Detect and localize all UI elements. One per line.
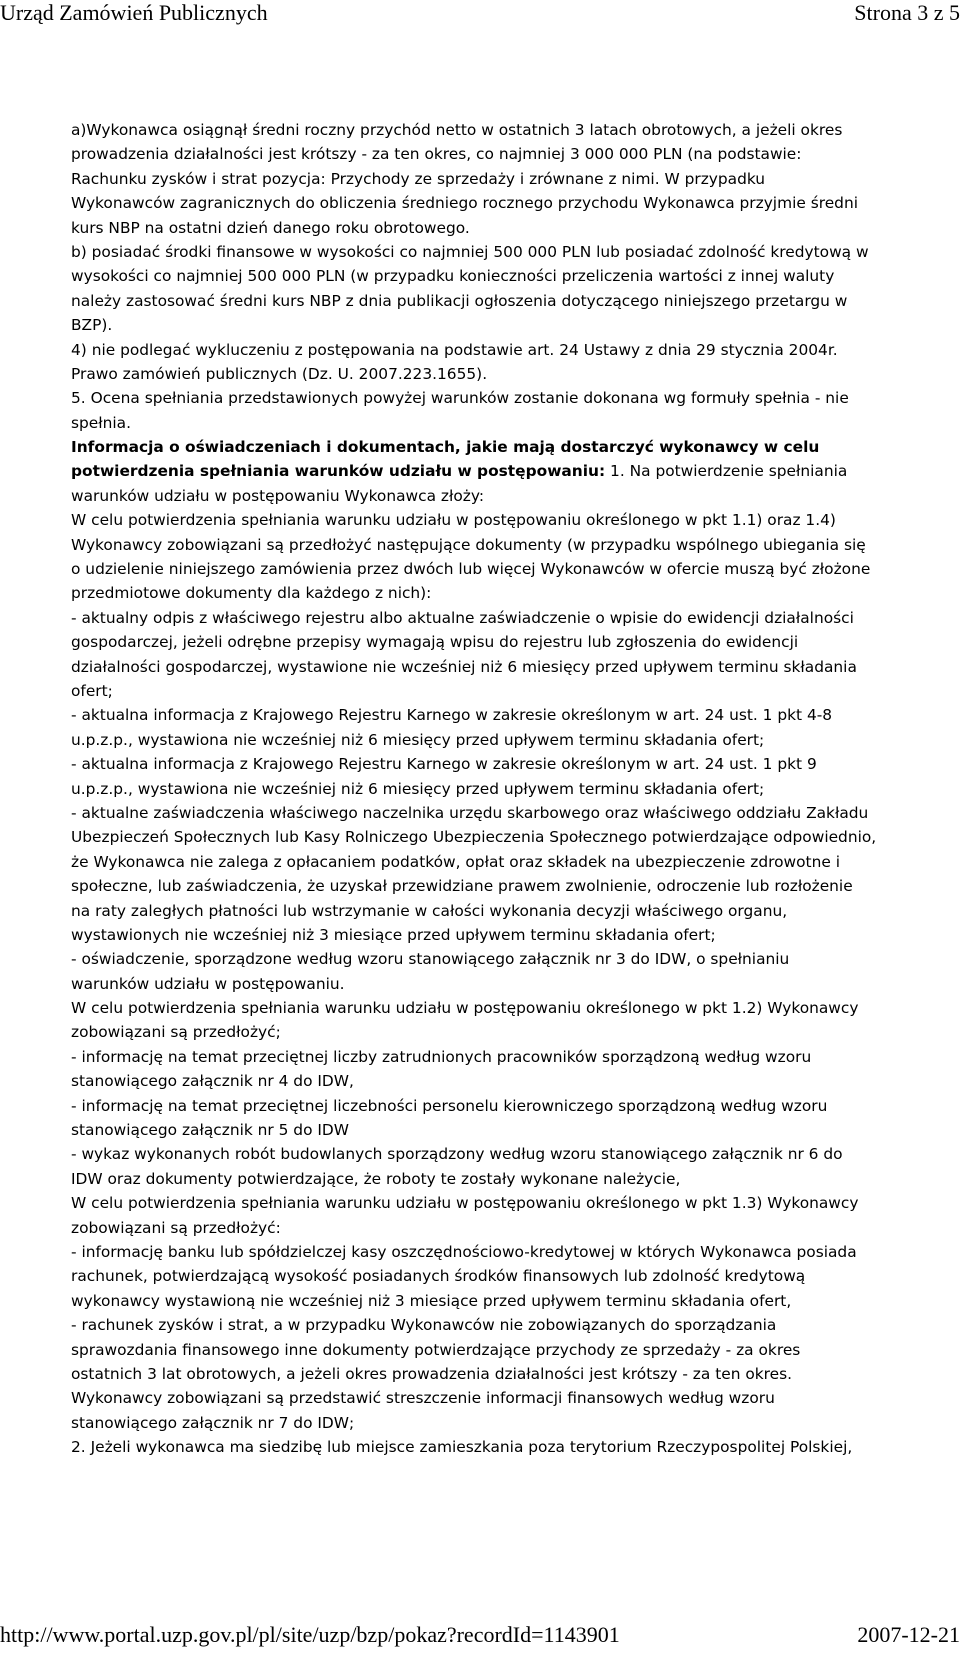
text-line: IDW oraz dokumenty potwierdzające, że roboty te zostały wykonane należycie, xyxy=(71,1169,681,1188)
text-line: Wykonawcy zobowiązani są przedstawić streszczenie informacji finansowych według wzoru xyxy=(71,1389,775,1408)
text-line: Ubezpieczeń Społecznych lub Kasy Rolniczego Ubezpieczenia Społecznego potwierdzające odpowiednio, xyxy=(71,828,877,847)
text-line: - informację na temat przeciętnej liczby zatrudnionych pracowników sporządzoną według wzoru xyxy=(71,1047,812,1066)
info-heading-line-1: Informacja o oświadczeniach i dokumentach, jakie mają dostarczyć wykonawcy w celu xyxy=(71,438,820,457)
header-site-title: Urząd Zamówień Publicznych xyxy=(0,0,268,25)
document-body xyxy=(71,118,923,1459)
text-line: ostatnich 3 lat obrotowych, a jeżeli okres prowadzenia działalności jest krótszy - za ten okres. xyxy=(71,1364,793,1383)
text-line: sprawozdania finansowego inne dokumenty potwierdzające przychody ze sprzedaży - za okres xyxy=(71,1340,801,1359)
text-line: warunków udziału w postępowaniu Wykonawca złoży: xyxy=(71,486,485,505)
text-line: wystawionych nie wcześniej niż 3 miesiące przed upływem terminu składania ofert; xyxy=(71,925,716,944)
text-line: u.p.z.p., wystawiona nie wcześniej niż 6 miesięcy przed upływem terminu składania ofert; xyxy=(71,779,765,798)
text-line: działalności gospodarczej, wystawione nie wcześniej niż 6 miesięcy przed upływem terminu składania xyxy=(71,657,857,676)
text-line: - aktualna informacja z Krajowego Rejestru Karnego w zakresie określonym w art. 24 ust. 1 pkt 9 xyxy=(71,755,817,774)
text-line: - informację banku lub spółdzielczej kasy oszczędnościowo-kredytowej w których Wykonawca posiada xyxy=(71,1242,857,1261)
text-line: 5. Ocena spełniania przedstawionych powyżej warunków zostanie dokonana wg formuły spełnia - nie xyxy=(71,389,849,408)
text-line: Prawo zamówień publicznych (Dz. U. 2007.223.1655). xyxy=(71,364,488,383)
text-line: W celu potwierdzenia spełniania warunku udziału w postępowaniu określonego w pkt 1.1) oraz 1.4) xyxy=(71,511,836,530)
footer-url[interactable]: http://www.portal.uzp.gov.pl/pl/site/uzp/bzp/pokaz?recordId=1143901 xyxy=(0,1622,620,1647)
text-line: na raty zaległych płatności lub wstrzymanie w całości wykonania decyzji właściwego organu, xyxy=(71,901,788,920)
text-line: BZP). xyxy=(71,316,113,335)
text-line: 4) nie podlegać wykluczeniu z postępowania na podstawie art. 24 Ustawy z dnia 29 stycznia 2004r. xyxy=(71,340,838,359)
text-line: W celu potwierdzenia spełniania warunku udziału w postępowaniu określonego w pkt 1.2) Wykonawcy xyxy=(71,999,859,1018)
text-line: Wykonawcy zobowiązani są przedłożyć następujące dokumenty (w przypadku wspólnego ubiegania się xyxy=(71,535,866,554)
text-line: warunków udziału w postępowaniu. xyxy=(71,974,345,993)
text-line: prowadzenia działalności jest krótszy - za ten okres, co najmniej 3 000 000 PLN (na podstawie: xyxy=(71,145,802,164)
text-line: - wykaz wykonanych robót budowlanych sporządzony według wzoru stanowiącego załącznik nr 6 do xyxy=(71,1145,843,1164)
text-line: zobowiązani są przedłożyć; xyxy=(71,1023,281,1042)
footer-date: 2007-12-21 xyxy=(857,1622,960,1647)
info-heading-line-2 xyxy=(71,459,923,483)
text-line: stanowiącego załącznik nr 5 do IDW xyxy=(71,1121,349,1140)
text-line: stanowiącego załącznik nr 7 do IDW; xyxy=(71,1413,355,1432)
header-page-number: Strona 3 z 5 xyxy=(854,0,960,25)
text-line: u.p.z.p., wystawiona nie wcześniej niż 6 miesięcy przed upływem terminu składania ofert; xyxy=(71,730,765,749)
text-line: a)Wykonawca osiągnął średni roczny przychód netto w ostatnich 3 latach obrotowych, a jeżeli okres xyxy=(71,121,843,139)
documents-block xyxy=(71,484,923,1460)
text-line: wysokości co najmniej 500 000 PLN (w przypadku konieczności przeliczenia wartości z innej waluty xyxy=(71,267,835,286)
text-line: - aktualny odpis z właściwego rejestru albo aktualne zaświadczenie o wpisie do ewidencji działalności xyxy=(71,608,854,627)
text-line: kurs NBP na ostatni dzień danego roku obrotowego. xyxy=(71,218,470,237)
text-line: spełnia. xyxy=(71,413,131,432)
text-line: należy zastosować średni kurs NBP z dnia publikacji ogłoszenia dotyczącego niniejszego przetargu w xyxy=(71,291,848,310)
text-line: o udzielenie niniejszego zamówienia przez dwóch lub więcej Wykonawców w ofercie muszą być złożone xyxy=(71,560,871,579)
text-line: ofert; xyxy=(71,681,113,700)
text-line: gospodarczej, jeżeli odrębne przepisy wymagają wpisu do rejestru lub zgłoszenia do ewidencji xyxy=(71,633,799,652)
text-line: społeczne, lub zaświadczenia, że uzyskał przewidziane prawem zwolnienie, odroczenie lub rozłożenie xyxy=(71,877,853,896)
text-line: zobowiązani są przedłożyć: xyxy=(71,1218,281,1237)
text-line: że Wykonawca nie zalega z opłacaniem podatków, opłat oraz składek na ubezpieczenie zdrowotne i xyxy=(71,852,840,871)
text-line: - aktualne zaświadczenia właściwego naczelnika urzędu skarbowego oraz właściwego oddziału Zakładu xyxy=(71,803,869,822)
text-line: 2. Jeżeli wykonawca ma siedzibę lub miejsce zamieszkania poza terytorium Rzeczypospolitej Polskiej, xyxy=(71,1438,853,1457)
text-line: stanowiącego załącznik nr 4 do IDW, xyxy=(71,1072,354,1091)
info-heading-tail: 1. Na potwierdzenie spełniania xyxy=(605,462,848,481)
text-line: Wykonawców zagranicznych do obliczenia średniego rocznego przychodu Wykonawca przyjmie średni xyxy=(71,194,858,213)
text-line: wykonawcy wystawioną nie wcześniej niż 3 miesiące przed upływem terminu składania ofert, xyxy=(71,1291,792,1310)
text-line: - aktualna informacja z Krajowego Rejestru Karnego w zakresie określonym w art. 24 ust. 1 pkt 4-8 xyxy=(71,706,833,725)
text-line: b) posiadać środki finansowe w wysokości co najmniej 500 000 PLN lub posiadać zdolność kredytową w xyxy=(71,242,869,261)
text-line: W celu potwierdzenia spełniania warunku udziału w postępowaniu określonego w pkt 1.3) Wykonawcy xyxy=(71,1194,859,1213)
text-line: - oświadczenie, sporządzone według wzoru stanowiącego załącznik nr 3 do IDW, o spełnianiu xyxy=(71,950,790,969)
text-line: - rachunek zysków i strat, a w przypadku Wykonawców nie zobowiązanych do sporządzania xyxy=(71,1316,777,1335)
text-line: Rachunku zysków i strat pozycja: Przychody ze sprzedaży i zrównane z nimi. W przypadku xyxy=(71,169,766,188)
info-heading-bold: potwierdzenia spełniania warunków udziału w postępowaniu: xyxy=(71,462,606,481)
conditions-block xyxy=(71,118,923,435)
text-line: - informację na temat przeciętnej liczebności personelu kierowniczego sporządzoną według wzoru xyxy=(71,1096,828,1115)
text-line: przedmiotowe dokumenty dla każdego z nich): xyxy=(71,584,432,603)
text-line: rachunek, potwierdzającą wysokość posiadanych środków finansowych lub zdolność kredytową xyxy=(71,1267,806,1286)
